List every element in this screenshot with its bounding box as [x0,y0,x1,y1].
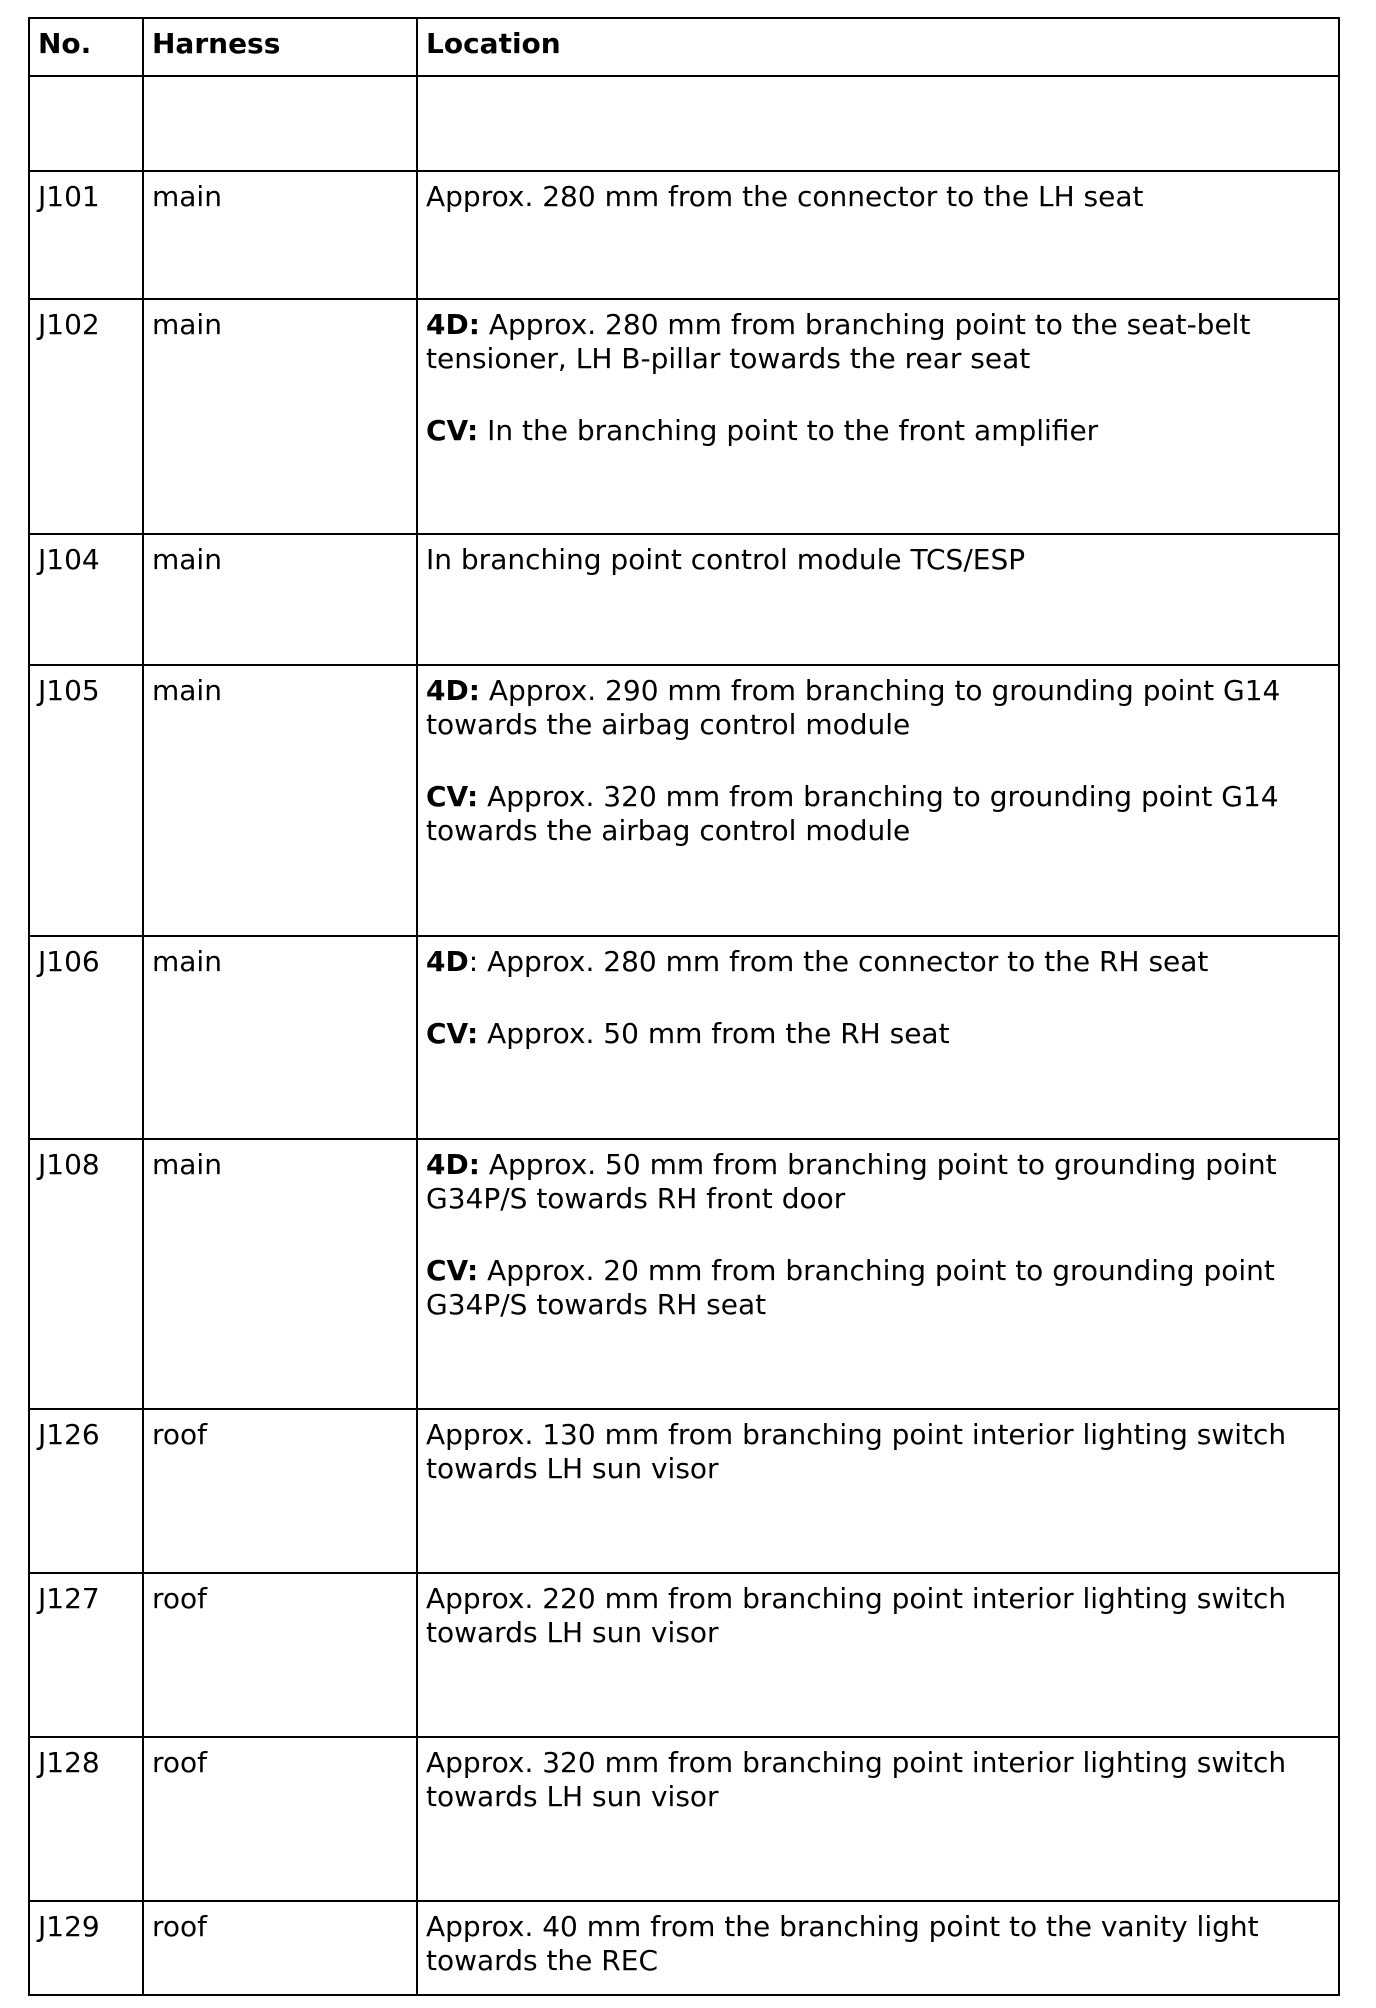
location-text: Approx. 320 mm from branching to grounding point G14 towards the airbag control module [426,780,1279,847]
location-paragraph [426,414,1332,448]
cell-location [417,76,1339,171]
location-text: Approx. 290 mm from branching to grounding point G14 towards the airbag control module [426,674,1281,741]
location-text: In the branching point to the front amplifier [478,414,1099,447]
location-paragraph [426,543,1332,577]
column-header-harness: Harness [143,18,417,76]
table-header-row [29,18,1339,76]
location-text: Approx. 20 mm from branching point to grounding point G34P/S towards RH seat [426,1254,1275,1321]
cell-harness: roof [143,1737,417,1901]
harness-location-table [28,17,1340,1996]
cell-location [417,171,1339,299]
column-header-no: No. [29,18,143,76]
cell-no: J128 [29,1737,143,1901]
cell-no: J101 [29,171,143,299]
location-paragraph [426,180,1332,214]
cell-no: J105 [29,665,143,936]
location-paragraph [426,945,1332,979]
cell-harness: main [143,534,417,665]
location-text: Approx. 50 mm from branching point to grounding point G34P/S towards RH front door [426,1148,1277,1215]
location-paragraph [426,1910,1332,1978]
location-text: Approx. 50 mm from the RH seat [478,1017,950,1050]
column-header-location: Location [417,18,1339,76]
location-text: : Approx. 280 mm from the connector to the RH seat [468,945,1209,978]
variant-label: CV: [426,1254,479,1287]
location-paragraph [426,780,1332,848]
variant-label: CV: [426,414,479,447]
cell-location [417,1901,1339,1995]
variant-label: 4D: [426,1148,480,1181]
cell-location [417,534,1339,665]
cell-no: J102 [29,299,143,534]
location-text: Approx. 320 mm from branching point interior lighting switch towards LH sun visor [426,1746,1287,1813]
table-row [29,1139,1339,1409]
table-row [29,936,1339,1139]
table-row [29,1409,1339,1573]
table-row [29,665,1339,936]
cell-harness: main [143,665,417,936]
cell-harness: roof [143,1409,417,1573]
location-paragraph [426,1017,1332,1051]
table-row [29,1573,1339,1737]
cell-harness [143,76,417,171]
location-paragraph [426,1582,1332,1650]
cell-location [417,1139,1339,1409]
table-row [29,171,1339,299]
location-paragraph [426,1418,1332,1486]
cell-no: J108 [29,1139,143,1409]
cell-no [29,76,143,171]
table-row [29,534,1339,665]
cell-harness: main [143,1139,417,1409]
location-text: Approx. 40 mm from the branching point to the vanity light towards the REC [426,1910,1259,1977]
cell-no: J129 [29,1901,143,1995]
cell-harness: main [143,171,417,299]
variant-label: 4D: [426,674,480,707]
location-text: In branching point control module TCS/ESP [426,543,1026,576]
location-text: Approx. 130 mm from branching point interior lighting switch towards LH sun visor [426,1418,1287,1485]
variant-label: 4D [426,945,469,978]
variant-label: 4D: [426,308,480,341]
location-paragraph [426,1148,1332,1216]
location-paragraph [426,1254,1332,1322]
cell-location [417,1737,1339,1901]
location-paragraph [426,1746,1332,1814]
cell-location [417,299,1339,534]
cell-harness: roof [143,1901,417,1995]
cell-no: J126 [29,1409,143,1573]
cell-harness: main [143,299,417,534]
table-row [29,299,1339,534]
cell-location [417,1409,1339,1573]
cell-no: J104 [29,534,143,665]
location-text: Approx. 280 mm from branching point to the seat-belt tensioner, LH B-pillar towards the rear seat [426,308,1251,375]
cell-location [417,1573,1339,1737]
cell-harness: roof [143,1573,417,1737]
variant-label: CV: [426,780,479,813]
table-body [29,76,1339,1995]
cell-no: J106 [29,936,143,1139]
location-text: Approx. 220 mm from branching point interior lighting switch towards LH sun visor [426,1582,1287,1649]
location-paragraph [426,674,1332,742]
cell-location [417,665,1339,936]
table-row [29,1737,1339,1901]
cell-harness: main [143,936,417,1139]
cell-location [417,936,1339,1139]
table-row [29,1901,1339,1995]
variant-label: CV: [426,1017,479,1050]
location-text: Approx. 280 mm from the connector to the LH seat [426,180,1144,213]
location-paragraph [426,308,1332,376]
cell-no: J127 [29,1573,143,1737]
table-row [29,76,1339,171]
